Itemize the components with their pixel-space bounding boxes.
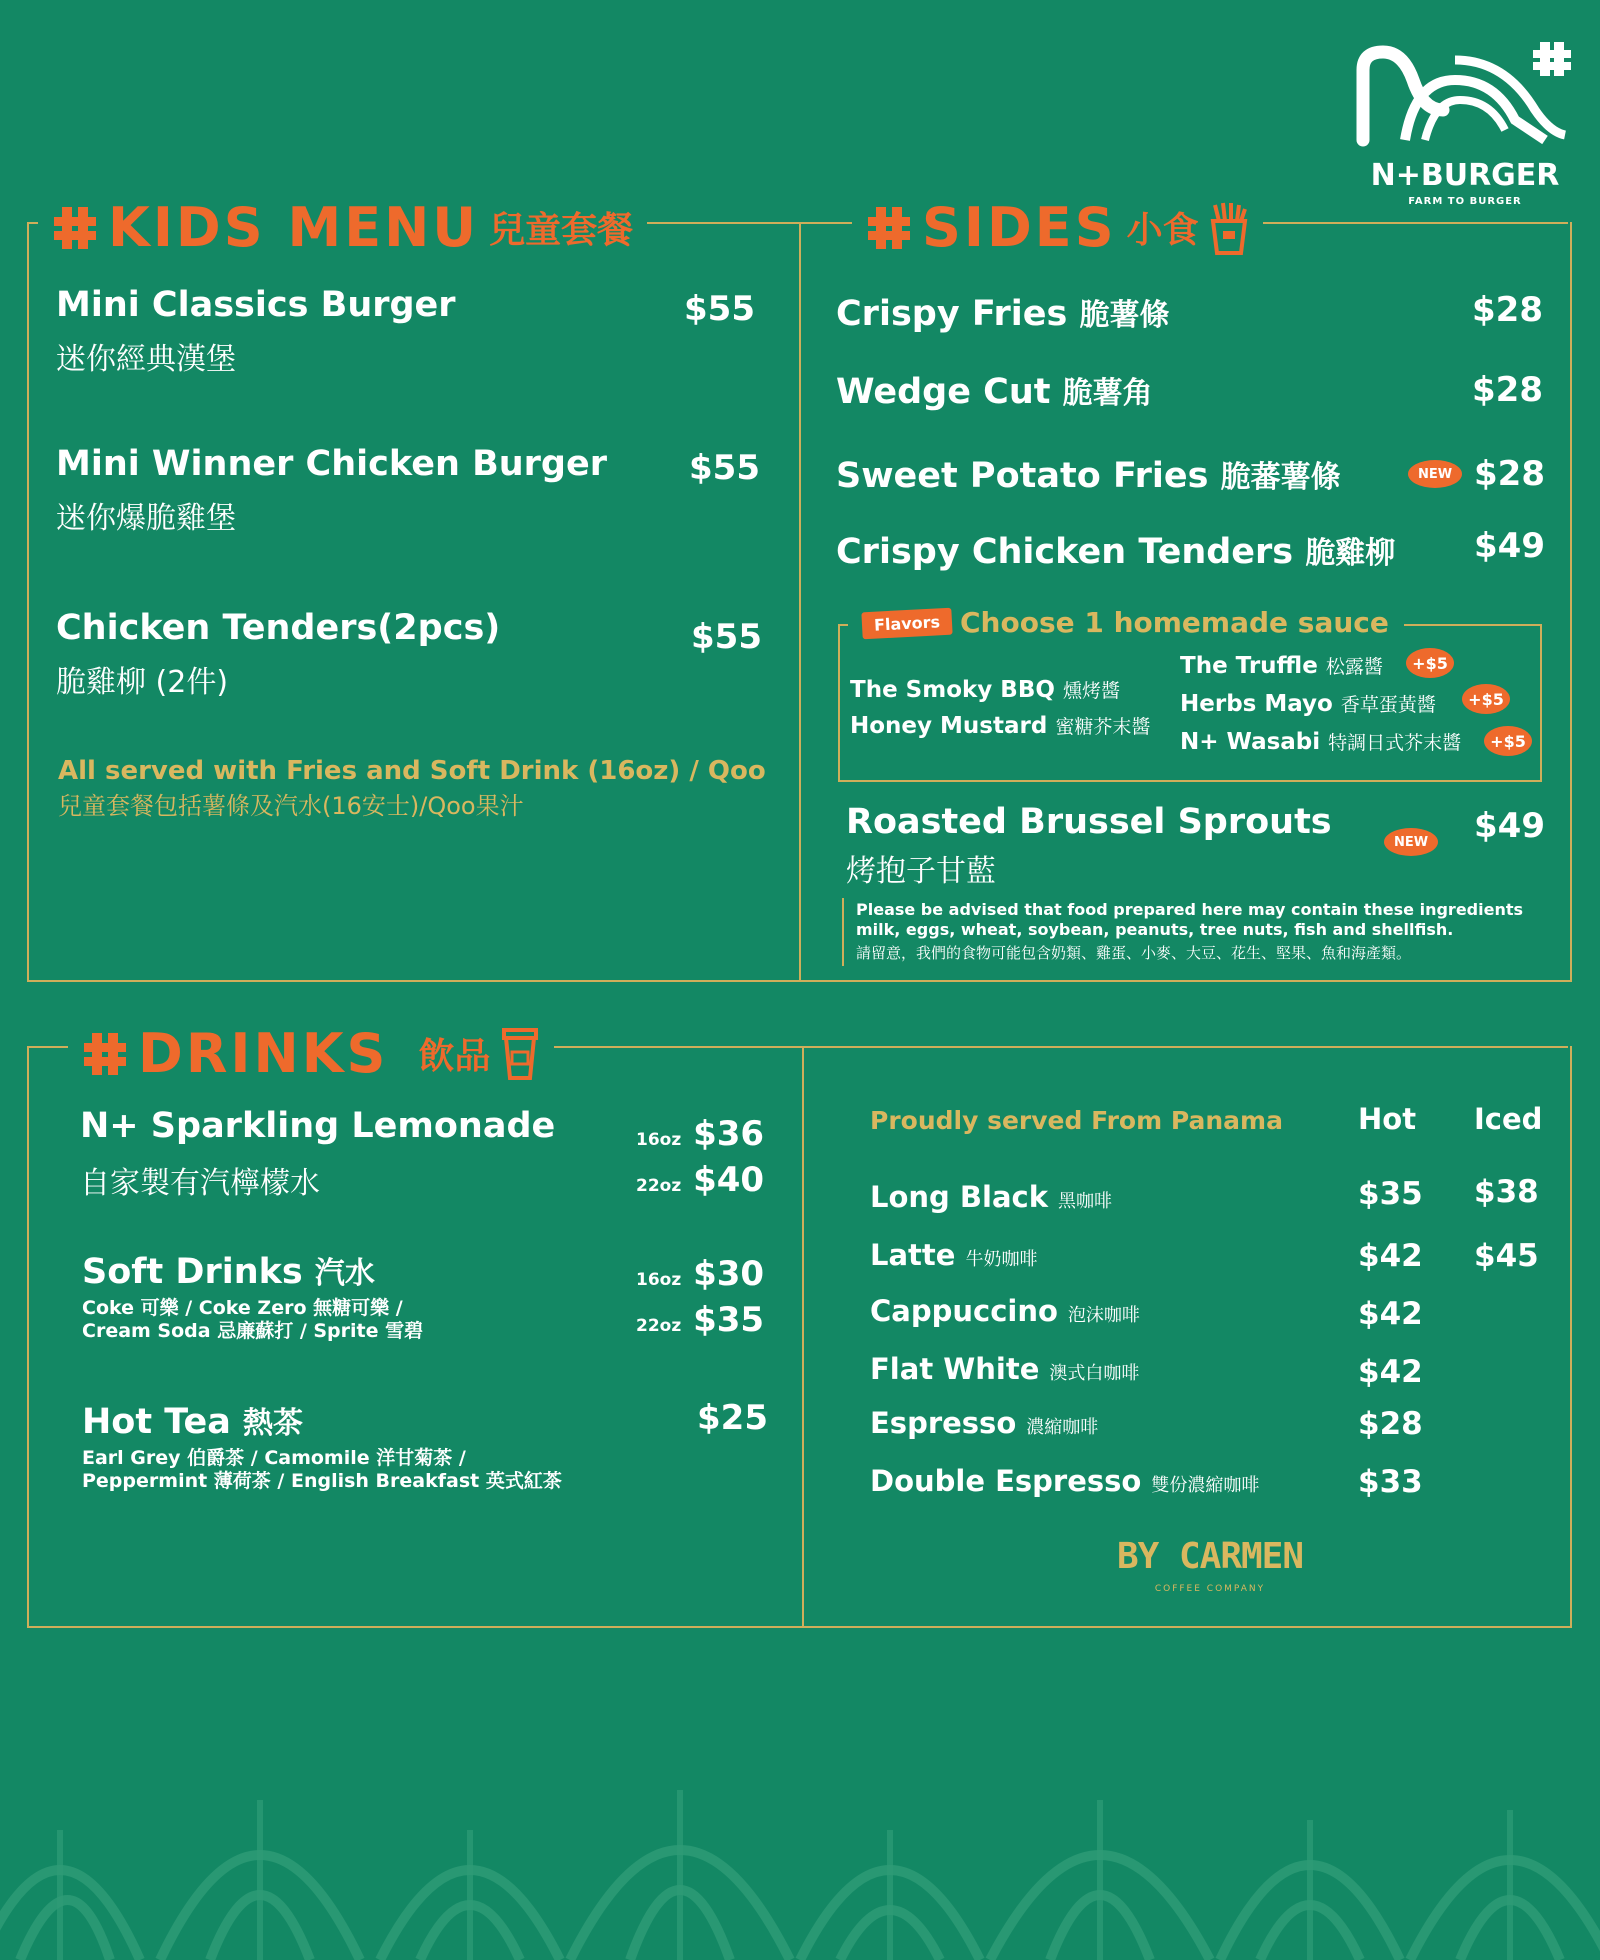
drink-price-row xyxy=(636,1160,764,1200)
side-item-zh: 脆薯角 xyxy=(1062,376,1153,411)
drink-item-name: Hot Tea xyxy=(82,1402,231,1442)
coffee-name: Cappuccino xyxy=(870,1294,1058,1328)
coffee-hot-price: $33 xyxy=(1358,1464,1423,1500)
side-item xyxy=(836,452,1341,496)
coffee-zh: 黑咖啡 xyxy=(1058,1191,1112,1212)
coffee-iced-price: $45 xyxy=(1474,1238,1539,1274)
drink-item-name: Soft Drinks xyxy=(82,1252,303,1292)
coffee-name: Double Espresso xyxy=(870,1464,1142,1498)
side-item-price: $28 xyxy=(1474,454,1545,494)
sauce-extra-badge: +$5 xyxy=(1462,684,1510,714)
coffee-heading: Proudly served From Panama xyxy=(870,1106,1283,1135)
top-frame-divider xyxy=(799,222,801,980)
drink-options: Coke 可樂 / Coke Zero 無糖可樂 / xyxy=(82,1297,403,1319)
coffee-name: Latte xyxy=(870,1238,956,1272)
drink-options: Earl Grey 伯爵茶 / Camomile 洋甘菊茶 / xyxy=(82,1447,466,1469)
coffee-zh: 泡沫咖啡 xyxy=(1067,1305,1140,1326)
special-item-name: Roasted Brussel Sprouts xyxy=(846,802,1332,842)
coffee-hot-price: $35 xyxy=(1358,1176,1423,1212)
plus-logo-icon xyxy=(82,1031,128,1077)
special-item-zh: 烤抱子甘藍 xyxy=(846,854,996,889)
kids-item-zh: 迷你爆脆雞堡 xyxy=(56,501,236,536)
side-item-zh: 脆雞柳 xyxy=(1305,536,1396,571)
kids-item-name: Chicken Tenders(2pcs) xyxy=(56,608,501,648)
allergen-note-zh: 請留意，我們的食物可能包含奶類、雞蛋、小麥、大豆、花生、堅果、魚和海產類。 xyxy=(856,944,1412,962)
brand-tagline: FARM TO BURGER xyxy=(1408,196,1522,207)
drink-item xyxy=(82,1398,303,1442)
sauce-item xyxy=(1180,728,1461,755)
drinks-title: DRINKS xyxy=(138,1022,389,1085)
coffee-zh: 澳式白咖啡 xyxy=(1049,1363,1140,1384)
kids-item-name: Mini Classics Burger xyxy=(56,285,456,325)
side-item-price: $49 xyxy=(1474,526,1545,566)
kids-item-name: Mini Winner Chicken Burger xyxy=(56,444,607,484)
coffee-zh: 濃縮咖啡 xyxy=(1026,1417,1099,1438)
drink-options: Cream Soda 忌廉蘇打 / Sprite 雪碧 xyxy=(82,1320,424,1342)
sauce-item xyxy=(1180,652,1383,679)
logo-mark-icon xyxy=(1355,40,1575,150)
coffee-hot-price: $42 xyxy=(1358,1354,1423,1390)
plus-logo-icon xyxy=(52,205,98,251)
sauce-box-top-left xyxy=(838,624,848,626)
coffee-hot-label: Hot xyxy=(1358,1102,1417,1136)
special-item-price: $49 xyxy=(1474,806,1545,846)
coffee-hot-price: $42 xyxy=(1358,1238,1423,1274)
allergen-note: milk, eggs, wheat, soybean, peanuts, tree nuts, fish and shellfish. xyxy=(856,920,1454,939)
drink-price: $36 xyxy=(693,1114,765,1154)
coffee-item xyxy=(870,1352,1139,1386)
drink-size: 22oz xyxy=(636,1176,682,1196)
drink-size: 22oz xyxy=(636,1316,682,1336)
sides-section-title xyxy=(852,196,1263,259)
coffee-iced-label: Iced xyxy=(1474,1102,1543,1136)
kids-note-zh: 兒童套餐包括薯條及汽水(16安士)/Qoo果汁 xyxy=(58,792,524,820)
sauce-name: Honey Mustard xyxy=(850,713,1048,739)
kids-item-price: $55 xyxy=(691,617,762,657)
bottom-frame-divider xyxy=(802,1046,804,1626)
roaster-logo: BY CARMEN xyxy=(1116,1536,1304,1577)
drink-price-row xyxy=(636,1254,764,1294)
drink-item-zh: 汽水 xyxy=(314,1256,375,1291)
coffee-hot-price: $42 xyxy=(1358,1296,1423,1332)
side-item-zh: 脆薯條 xyxy=(1079,298,1170,333)
coffee-item xyxy=(870,1464,1259,1498)
sauce-name: Herbs Mayo xyxy=(1180,691,1333,717)
sauce-zh: 蜜糖芥末醬 xyxy=(1055,716,1151,738)
flavors-tag: Flavors xyxy=(861,608,952,640)
side-item-zh: 脆蕃薯條 xyxy=(1220,460,1341,495)
sauce-zh: 燻烤醬 xyxy=(1062,680,1120,702)
coffee-item xyxy=(870,1238,1037,1272)
sauce-zh: 松露醬 xyxy=(1325,656,1383,678)
coffee-item xyxy=(870,1294,1140,1328)
side-item xyxy=(836,528,1395,572)
side-item-price: $28 xyxy=(1472,370,1543,410)
coffee-name: Long Black xyxy=(870,1180,1048,1214)
sauce-box-top-right xyxy=(1404,624,1540,626)
roaster-sub: COFFEE COMPANY xyxy=(1154,1584,1266,1594)
leaf-pattern xyxy=(0,1740,1600,1960)
kids-section-title xyxy=(38,196,647,259)
side-item-name: Sweet Potato Fries xyxy=(836,456,1209,496)
kids-note: All served with Fries and Soft Drink (16oz) / Qoo xyxy=(58,756,766,786)
drink-cup-icon xyxy=(500,1026,540,1082)
brand-name: N+BURGER xyxy=(1370,158,1560,193)
drink-size: 16oz xyxy=(636,1130,682,1150)
side-item-name: Wedge Cut xyxy=(836,372,1051,412)
plus-logo-icon xyxy=(866,205,912,251)
drink-item xyxy=(82,1248,375,1292)
kids-title-zh: 兒童套餐 xyxy=(489,210,634,251)
kids-item-price: $55 xyxy=(684,289,755,329)
sauce-extra-badge: +$5 xyxy=(1484,726,1532,756)
new-badge: NEW xyxy=(1384,828,1438,856)
kids-item-zh: 迷你經典漢堡 xyxy=(56,342,236,377)
drink-price: $40 xyxy=(693,1160,765,1200)
fries-icon xyxy=(1209,201,1249,255)
drink-size: 16oz xyxy=(636,1270,682,1290)
sauce-heading: Choose 1 homemade sauce xyxy=(960,606,1389,639)
sauce-zh: 香草蛋黃醬 xyxy=(1340,694,1436,716)
kids-item-price: $55 xyxy=(689,448,760,488)
drink-price-row xyxy=(636,1300,764,1340)
brand-logo xyxy=(1355,40,1575,210)
drink-item-name: N+ Sparkling Lemonade xyxy=(80,1106,556,1146)
sides-title: SIDES xyxy=(922,196,1117,259)
coffee-iced-price: $38 xyxy=(1474,1174,1539,1210)
drinks-section-title xyxy=(68,1022,554,1085)
sauce-extra-badge: +$5 xyxy=(1406,648,1454,678)
sauce-item xyxy=(850,712,1150,739)
coffee-zh: 雙份濃縮咖啡 xyxy=(1151,1475,1260,1496)
sauce-item xyxy=(1180,690,1436,717)
side-item xyxy=(836,290,1170,334)
coffee-zh: 牛奶咖啡 xyxy=(965,1249,1038,1270)
side-item xyxy=(836,368,1153,412)
allergen-rule xyxy=(842,898,844,966)
coffee-item xyxy=(870,1180,1112,1214)
coffee-name: Flat White xyxy=(870,1352,1040,1386)
drink-item-zh: 自家製有汽檸檬水 xyxy=(80,1166,320,1201)
kids-title: KIDS MENU xyxy=(108,196,480,259)
allergen-note: Please be advised that food prepared here may contain these ingredients xyxy=(856,900,1524,919)
drink-item-zh: 熱茶 xyxy=(243,1406,304,1441)
sauce-name: The Truffle xyxy=(1180,653,1318,679)
drink-price: $25 xyxy=(697,1398,768,1438)
coffee-name: Espresso xyxy=(870,1406,1017,1440)
coffee-hot-price: $28 xyxy=(1358,1406,1423,1442)
side-item-price: $28 xyxy=(1472,290,1543,330)
drink-price: $35 xyxy=(693,1300,765,1340)
drink-options: Peppermint 薄荷茶 / English Breakfast 英式紅茶 xyxy=(82,1470,562,1492)
sauce-name: The Smoky BBQ xyxy=(850,677,1055,703)
drink-price-row xyxy=(636,1114,764,1154)
new-badge: NEW xyxy=(1408,460,1462,488)
side-item-name: Crispy Chicken Tenders xyxy=(836,532,1294,572)
sauce-zh: 特調日式芥末醬 xyxy=(1328,732,1462,754)
sauce-item xyxy=(850,676,1120,703)
kids-item-zh: 脆雞柳 (2件) xyxy=(56,665,229,700)
sauce-name: N+ Wasabi xyxy=(1180,729,1321,755)
drink-price: $30 xyxy=(693,1254,765,1294)
drinks-title-zh: 飲品 xyxy=(418,1036,491,1077)
coffee-item xyxy=(870,1406,1098,1440)
side-item-name: Crispy Fries xyxy=(836,294,1068,334)
sides-title-zh: 小食 xyxy=(1126,210,1199,251)
